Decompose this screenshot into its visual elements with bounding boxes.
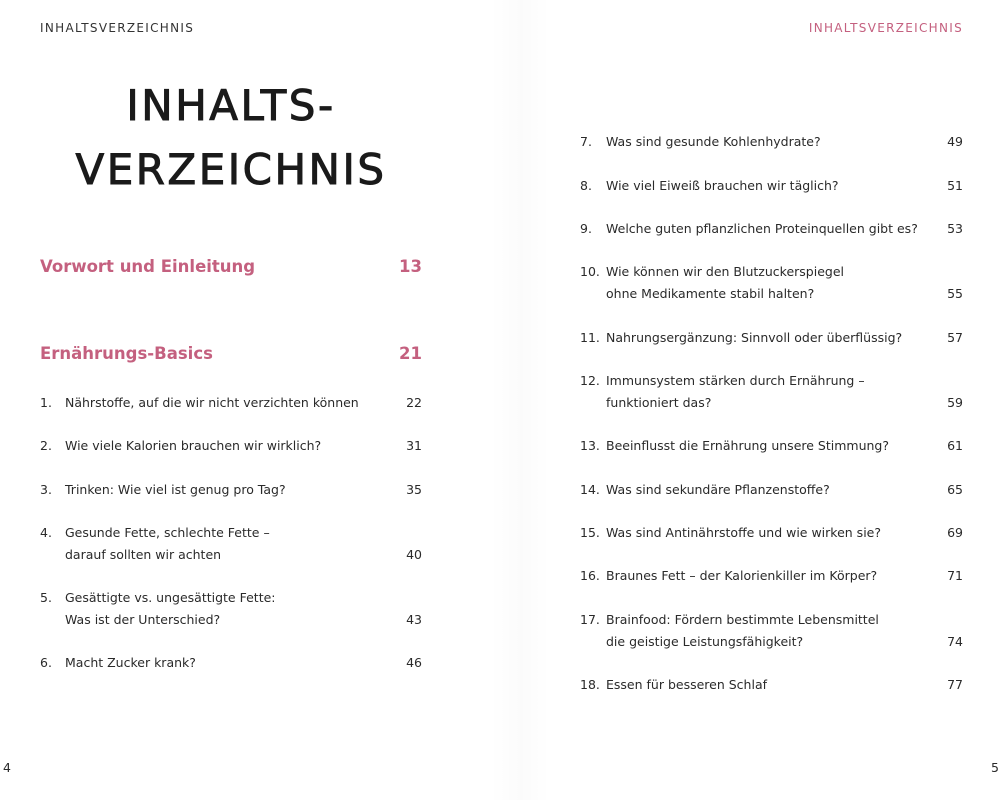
entry-title: Braunes Fett – der Kalorienkiller im Körper?: [606, 568, 878, 583]
entry-number: 5.: [40, 590, 52, 605]
entry-title: Wie viel Eiweiß brauchen wir täglich?: [606, 178, 839, 193]
entry-title: Was sind Antinährstoffe und wie wirken sie?: [606, 525, 881, 540]
toc-entry[interactable]: [580, 435, 963, 457]
toc-entry[interactable]: [580, 479, 963, 501]
entry-number: 15.: [580, 525, 600, 540]
toc-entry[interactable]: [580, 261, 963, 305]
toc-entry[interactable]: [580, 674, 963, 696]
entry-title: Beeinflusst die Ernährung unsere Stimmung?: [606, 438, 889, 453]
section-label: Vorwort und Einleitung: [40, 257, 256, 276]
entry-page-number: 57: [947, 330, 963, 345]
entry-title: Wie viele Kalorien brauchen wir wirklich?: [65, 438, 322, 453]
entry-title: Gesunde Fette, schlechte Fette – darauf sollten wir achten: [65, 525, 270, 562]
entry-page-number: 46: [406, 655, 422, 670]
entry-number: 16.: [580, 568, 600, 583]
book-gutter: [490, 0, 550, 800]
running-head-right: INHALTSVERZEICHNIS: [808, 21, 963, 35]
entry-page-number: 31: [406, 438, 422, 453]
section-ernaehrungs-basics[interactable]: [40, 344, 422, 368]
toc-entry[interactable]: [580, 131, 963, 153]
toc-entry[interactable]: [40, 435, 422, 457]
entry-number: 1.: [40, 395, 52, 410]
entry-page-number: 51: [947, 178, 963, 193]
entry-page-number: 71: [947, 568, 963, 583]
entry-page-number: 74: [947, 634, 963, 649]
entry-title: Welche guten pflanzlichen Proteinquellen gibt es?: [606, 221, 918, 236]
page-title-line-2: VERZEICHNIS: [75, 145, 387, 194]
entry-title: Trinken: Wie viel ist genug pro Tag?: [65, 482, 286, 497]
entry-page-number: 49: [947, 134, 963, 149]
entry-number: 12.: [580, 373, 600, 388]
toc-entry[interactable]: [40, 479, 422, 501]
entry-title: Was sind sekundäre Pflanzenstoffe?: [606, 482, 830, 497]
page-title: [0, 74, 462, 202]
entry-title: Brainfood: Fördern bestimmte Lebensmittel die geistige Leistungsfähigkeit?: [606, 612, 879, 649]
entry-page-number: 53: [947, 221, 963, 236]
entry-page-number: 55: [947, 286, 963, 301]
entry-page-number: 43: [406, 612, 422, 627]
toc-entry[interactable]: [580, 175, 963, 197]
entry-number: 14.: [580, 482, 600, 497]
toc-entry[interactable]: [40, 587, 422, 631]
section-label: Ernährungs-Basics: [40, 344, 213, 363]
toc-entry[interactable]: [580, 565, 963, 587]
section-page-number: 21: [399, 344, 422, 363]
entry-number: 13.: [580, 438, 600, 453]
page-number-right: 5: [991, 760, 999, 775]
section-page-number: 13: [399, 257, 422, 276]
entry-number: 11.: [580, 330, 600, 345]
toc-entry[interactable]: [40, 522, 422, 566]
entry-page-number: 65: [947, 482, 963, 497]
entry-number: 17.: [580, 612, 600, 627]
entry-page-number: 61: [947, 438, 963, 453]
page-title-line-1: INHALTS-: [126, 81, 336, 130]
entry-title: Nährstoffe, auf die wir nicht verzichten können: [65, 395, 359, 410]
entry-number: 10.: [580, 264, 600, 279]
page-number-left: 4: [3, 760, 11, 775]
entry-number: 4.: [40, 525, 52, 540]
toc-entry[interactable]: [580, 327, 963, 349]
entry-page-number: 40: [406, 547, 422, 562]
entry-title: Essen für besseren Schlaf: [606, 677, 767, 692]
running-head-left: INHALTSVERZEICHNIS: [40, 21, 195, 35]
entry-number: 2.: [40, 438, 52, 453]
entry-page-number: 35: [406, 482, 422, 497]
entry-title: Nahrungsergänzung: Sinnvoll oder überflüssig?: [606, 330, 903, 345]
entry-page-number: 69: [947, 525, 963, 540]
entry-number: 9.: [580, 221, 592, 236]
toc-entry[interactable]: [580, 609, 963, 653]
entry-number: 8.: [580, 178, 592, 193]
toc-entry[interactable]: [40, 392, 422, 414]
entry-number: 3.: [40, 482, 52, 497]
toc-entry[interactable]: [580, 218, 963, 240]
entry-title: Gesättigte vs. ungesättigte Fette: Was ist der Unterschied?: [65, 590, 276, 627]
entry-number: 6.: [40, 655, 52, 670]
entry-page-number: 22: [406, 395, 422, 410]
section-vorwort[interactable]: [40, 257, 422, 281]
entry-page-number: 77: [947, 677, 963, 692]
entry-title: Wie können wir den Blutzuckerspiegel ohne Medikamente stabil halten?: [606, 264, 844, 301]
toc-entry[interactable]: [580, 522, 963, 544]
entry-title: Macht Zucker krank?: [65, 655, 196, 670]
entry-number: 7.: [580, 134, 592, 149]
entry-title: Immunsystem stärken durch Ernährung – funktioniert das?: [606, 373, 865, 410]
entry-title: Was sind gesunde Kohlenhydrate?: [606, 134, 821, 149]
entry-page-number: 59: [947, 395, 963, 410]
toc-entry[interactable]: [40, 652, 422, 674]
entry-number: 18.: [580, 677, 600, 692]
toc-entry[interactable]: [580, 370, 963, 414]
